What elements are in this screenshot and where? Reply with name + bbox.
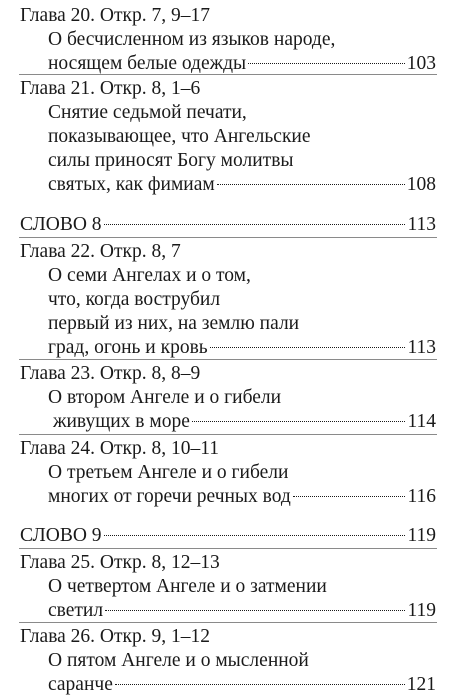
dot-leader [104, 535, 406, 536]
toc-word-8-entry[interactable]: СЛОВО 8 113 [20, 212, 436, 238]
dot-leader [104, 224, 406, 225]
separator-line [19, 622, 437, 623]
page-number: 116 [407, 485, 436, 507]
toc-chapter-23-title-line: О втором Ангеле и о гибели [48, 387, 282, 409]
page-number: 108 [406, 173, 436, 195]
toc-chapter-24-heading: Глава 24. Откр. 8, 10–11 [20, 437, 220, 459]
toc-chapter-21-title-line: силы приносят Богу молитвы [48, 150, 294, 172]
dot-leader [210, 347, 406, 348]
page-number: 119 [407, 599, 436, 621]
toc-chapter-22-title-line: О семи Ангелах и о том, [48, 264, 251, 286]
dot-leader [105, 610, 405, 611]
toc-chapter-23-heading: Глава 23. Откр. 8, 8–9 [20, 363, 201, 385]
toc-chapter-22-title-line: что, когда вострубил [48, 288, 221, 310]
dot-leader [115, 684, 405, 685]
toc-chapter-23-entry[interactable]: живущих в море 114 [53, 409, 436, 435]
toc-chapter-22-title-line: первый из них, на землю пали [48, 312, 300, 334]
separator-line [19, 434, 437, 435]
toc-chapter-21-title-line: показывающее, что Ангельские [48, 126, 311, 148]
toc-chapter-21-heading: Глава 21. Откр. 8, 1–6 [20, 78, 201, 100]
toc-chapter-24-entry[interactable]: многих от горечи речных вод 116 [48, 484, 436, 510]
separator-line [19, 237, 437, 238]
toc-chapter-26-heading: Глава 26. Откр. 9, 1–12 [20, 626, 211, 648]
page-number: 119 [407, 525, 436, 547]
toc-chapter-21-title-line: Снятие седьмой печати, [48, 102, 247, 124]
page-number: 121 [406, 674, 436, 696]
page-number: 114 [407, 411, 436, 433]
toc-chapter-26-title-line: О пятом Ангеле и о мысленной [48, 650, 309, 672]
toc-chapter-20-title-line: О бесчисленном из языков народе, [48, 28, 336, 50]
separator-line [19, 359, 437, 360]
toc-chapter-25-entry[interactable]: светил 119 [48, 598, 436, 624]
toc-chapter-20-heading: Глава 20. Откр. 7, 9–17 [20, 4, 211, 26]
toc-chapter-20-entry[interactable]: носящем белые одежды 103 [48, 51, 436, 77]
dot-leader [217, 184, 405, 185]
dot-leader [192, 421, 406, 422]
toc-chapter-21-entry[interactable]: святых, как фимиам 108 [48, 172, 436, 198]
toc-chapter-22-heading: Глава 22. Откр. 8, 7 [20, 241, 181, 263]
page-number: 113 [407, 214, 436, 236]
page-number: 113 [407, 336, 436, 358]
toc-chapter-22-entry[interactable]: град, огонь и кровь 113 [48, 335, 436, 361]
dot-leader [293, 496, 406, 497]
page-number: 103 [406, 52, 436, 74]
toc-chapter-25-heading: Глава 25. Откр. 8, 12–13 [20, 551, 220, 573]
toc-chapter-26-entry[interactable]: саранче 121 [48, 672, 436, 698]
toc-chapter-25-title-line: О четвертом Ангеле и о затмении [48, 575, 327, 597]
dot-leader [248, 63, 405, 64]
toc-word-9-entry[interactable]: СЛОВО 9 119 [20, 523, 436, 549]
toc-chapter-24-title-line: О третьем Ангеле и о гибели [48, 461, 289, 483]
